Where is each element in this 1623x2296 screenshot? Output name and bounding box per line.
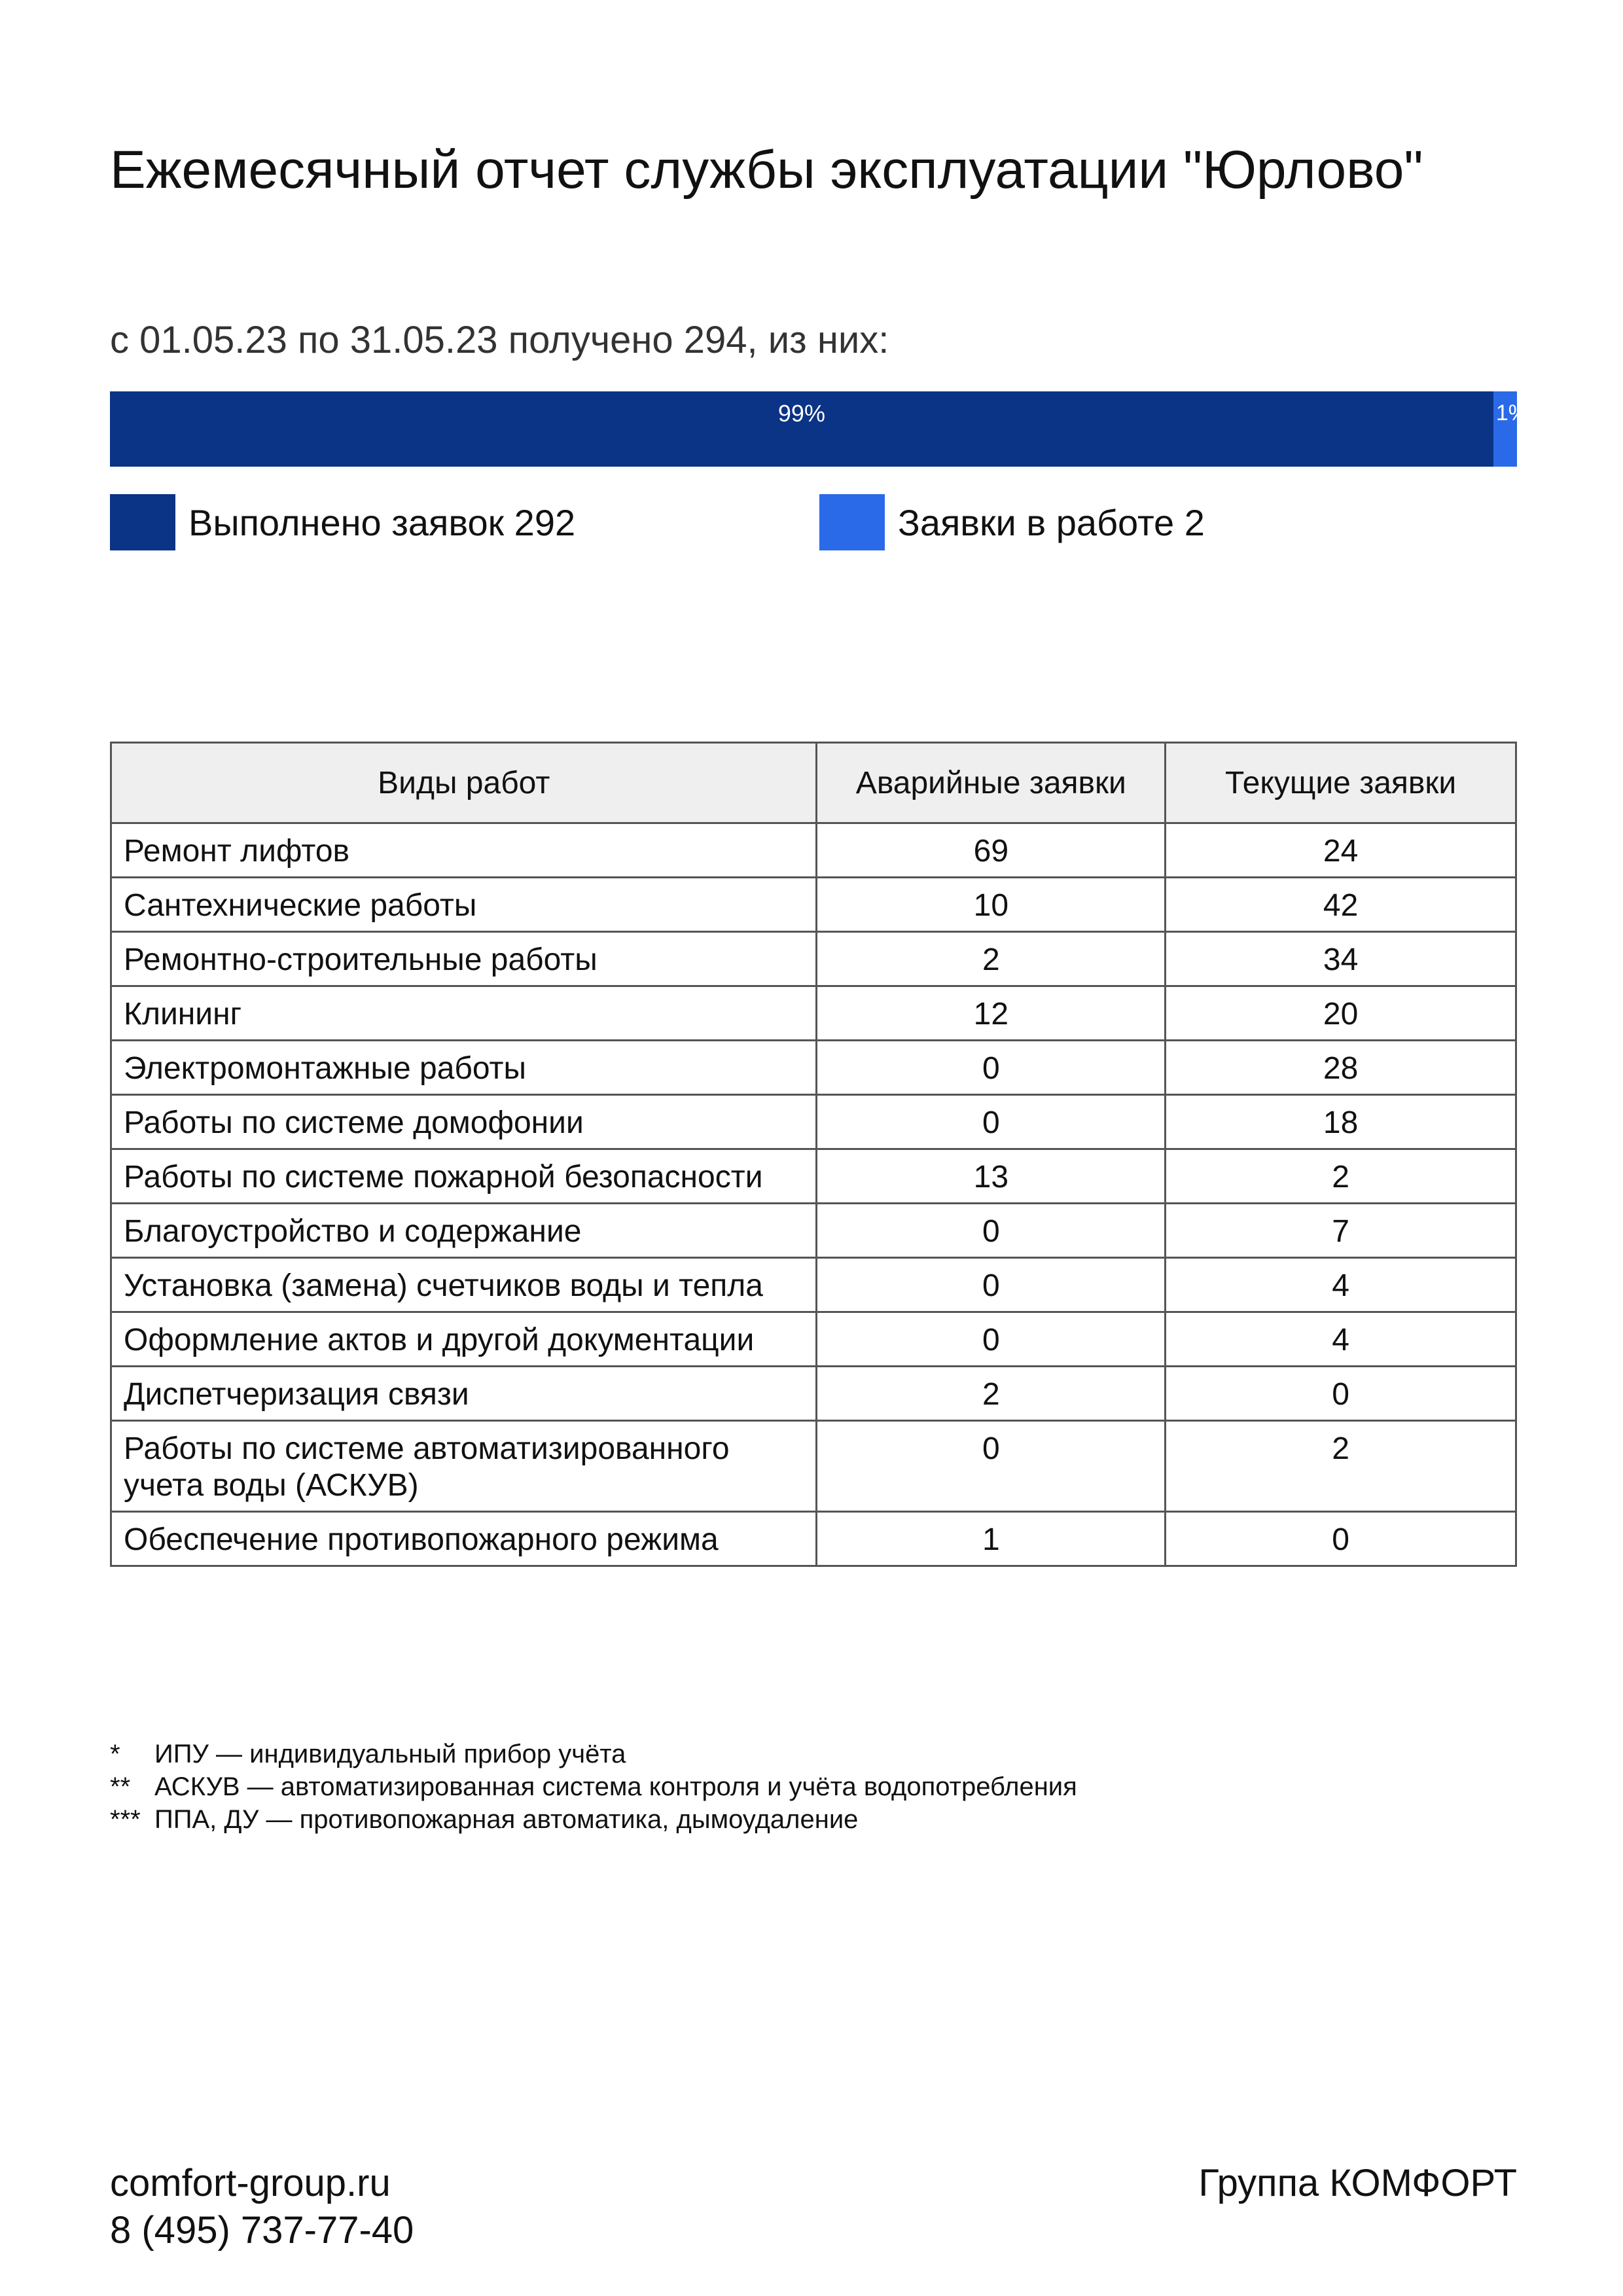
footer-contacts [110, 2160, 414, 2254]
cell-current-count: 20 [1166, 986, 1516, 1041]
cell-emergency-count: 2 [817, 1367, 1166, 1421]
works-table [110, 742, 1517, 1567]
cell-current-count: 0 [1166, 1367, 1516, 1421]
footnote [110, 1770, 1077, 1803]
table-row [111, 1312, 1516, 1367]
footer-phone: 8 (495) 737-77-40 [110, 2209, 414, 2251]
cell-current-count: 4 [1166, 1312, 1516, 1367]
cell-emergency-count: 13 [817, 1149, 1166, 1204]
footer-company: Группа КОМФОРТ [1198, 2162, 1517, 2204]
table-row [111, 1149, 1516, 1204]
footnote-text: ППА, ДУ — противопожарная автоматика, дымоудаление [154, 1805, 859, 1834]
cell-work-type: Электромонтажные работы [111, 1041, 817, 1095]
completion-bar [110, 391, 1529, 467]
table-row [111, 1204, 1516, 1258]
footnote-text: ИПУ — индивидуальный прибор учёта [154, 1740, 626, 1768]
report-title: Ежемесячный отчет службы эксплуатации "Юрлово" [110, 140, 1423, 200]
table-header-row [111, 743, 1516, 823]
legend [110, 494, 1517, 553]
cell-current-count: 0 [1166, 1512, 1516, 1566]
cell-emergency-count: 1 [817, 1512, 1166, 1566]
cell-current-count: 2 [1166, 1421, 1516, 1512]
table-row [111, 823, 1516, 878]
table-row [111, 932, 1516, 986]
cell-emergency-count: 0 [817, 1421, 1166, 1512]
table-row [111, 1041, 1516, 1095]
footnote-mark: * [110, 1740, 120, 1768]
footer-website: comfort-group.ru [110, 2162, 391, 2204]
bar-segment-label-in-work: 1% [1495, 401, 1529, 425]
legend-label-in-work: Заявки в работе 2 [898, 501, 1205, 543]
bar-segment-in-work [1493, 391, 1529, 467]
cell-emergency-count: 0 [817, 1312, 1166, 1367]
report-summary: с 01.05.23 по 31.05.23 получено 294, из них: [110, 319, 889, 361]
footnote-mark: *** [110, 1805, 141, 1834]
footnotes [110, 1738, 1077, 1836]
cell-work-type: Клининг [111, 986, 817, 1041]
header-work-type: Виды работ [111, 743, 817, 823]
cell-emergency-count: 0 [817, 1095, 1166, 1149]
legend-swatch-done [110, 494, 175, 550]
cell-current-count: 2 [1166, 1149, 1516, 1204]
cell-current-count: 24 [1166, 823, 1516, 878]
table-row [111, 1512, 1516, 1566]
cell-emergency-count: 0 [817, 1204, 1166, 1258]
cell-current-count: 4 [1166, 1258, 1516, 1312]
footnote-mark: ** [110, 1772, 131, 1801]
legend-item-done [110, 494, 575, 550]
cell-current-count: 34 [1166, 932, 1516, 986]
cell-emergency-count: 12 [817, 986, 1166, 1041]
table-row [111, 1095, 1516, 1149]
header-emergency: Аварийные заявки [817, 743, 1166, 823]
cell-work-type: Оформление актов и другой документации [111, 1312, 817, 1367]
cell-emergency-count: 0 [817, 1041, 1166, 1095]
cell-current-count: 42 [1166, 878, 1516, 932]
header-current: Текущие заявки [1166, 743, 1516, 823]
legend-item-in-work [819, 494, 1205, 550]
cell-current-count: 28 [1166, 1041, 1516, 1095]
footnote [110, 1738, 1077, 1770]
table-row [111, 1421, 1516, 1512]
footnote-text: АСКУВ — автоматизированная система контроля и учёта водопотребления [154, 1772, 1077, 1801]
cell-work-type: Установка (замена) счетчиков воды и тепла [111, 1258, 817, 1312]
table-row [111, 986, 1516, 1041]
cell-work-type: Работы по системе домофонии [111, 1095, 817, 1149]
bar-segment-done [110, 391, 1493, 467]
table-row [111, 1367, 1516, 1421]
table-row [111, 1258, 1516, 1312]
legend-label-done: Выполнено заявок 292 [188, 501, 576, 543]
cell-work-type: Обеспечение противопожарного режима [111, 1512, 817, 1566]
bar-segment-label-done: 99% [777, 400, 825, 427]
footnote [110, 1803, 1077, 1836]
cell-work-type: Благоустройство и содержание [111, 1204, 817, 1258]
cell-current-count: 18 [1166, 1095, 1516, 1149]
cell-work-type: Диспетчеризация связи [111, 1367, 817, 1421]
cell-work-type: Работы по системе автоматизированного учета воды (АСКУВ) [111, 1421, 817, 1512]
cell-emergency-count: 2 [817, 932, 1166, 986]
cell-work-type: Сантехнические работы [111, 878, 817, 932]
table-row [111, 878, 1516, 932]
cell-work-type: Ремонт лифтов [111, 823, 817, 878]
legend-swatch-in-work [819, 494, 885, 550]
cell-emergency-count: 10 [817, 878, 1166, 932]
cell-emergency-count: 0 [817, 1258, 1166, 1312]
cell-current-count: 7 [1166, 1204, 1516, 1258]
cell-work-type: Ремонтно-строительные работы [111, 932, 817, 986]
cell-emergency-count: 69 [817, 823, 1166, 878]
cell-work-type: Работы по системе пожарной безопасности [111, 1149, 817, 1204]
